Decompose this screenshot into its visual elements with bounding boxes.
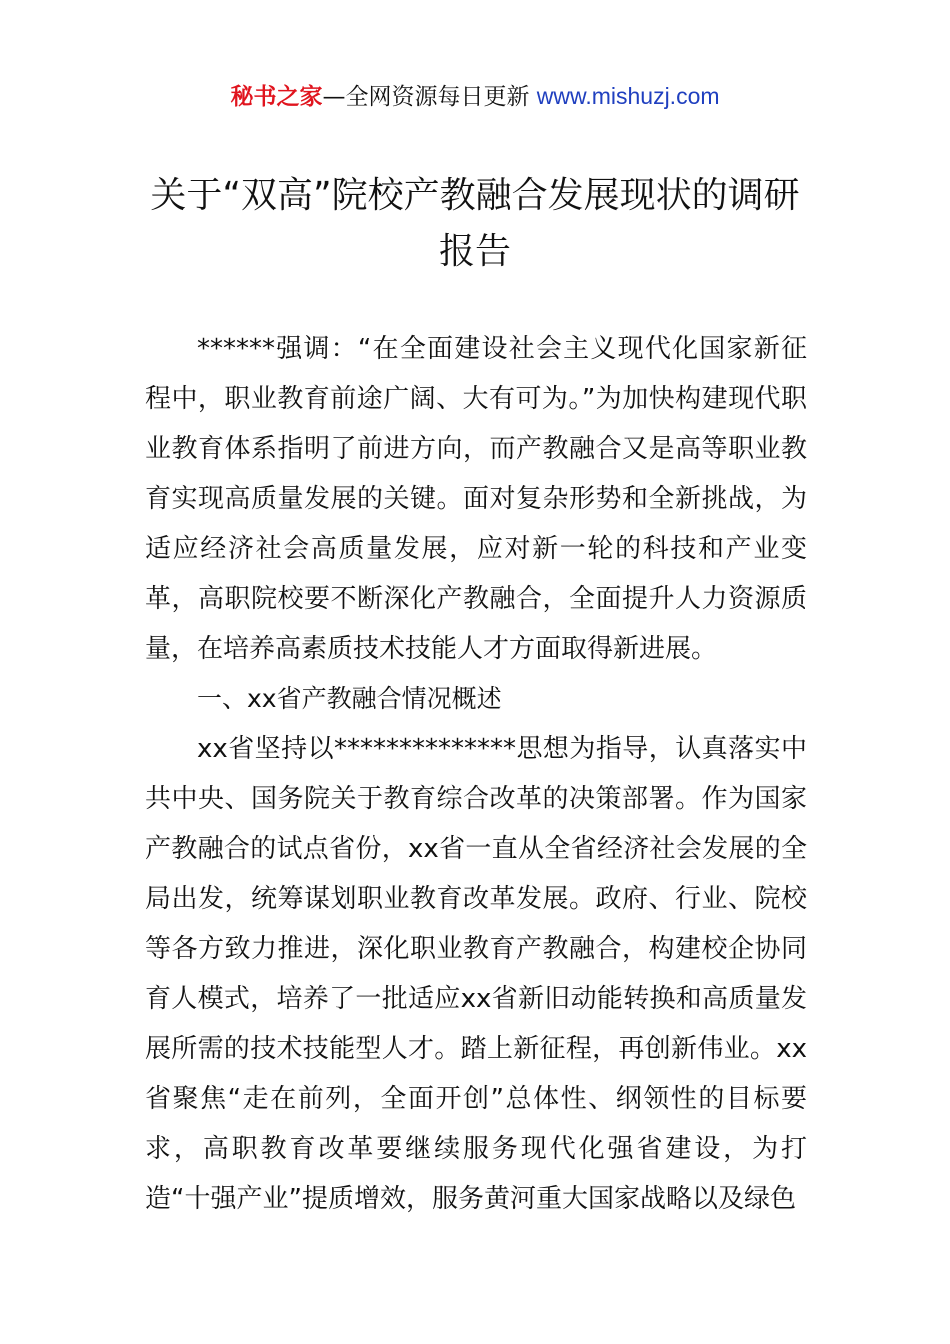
document-body [145,324,807,1224]
site-tagline: —全网资源每日更新 [322,84,537,110]
section-paragraph: xx省坚持以**************思想为指导，认真落实中共中央、国务院关于教育综合改革的决策部署。作为国家产教融合的试点省份，xx省一直从全省经济社会发展的全局出发，统筹谋划职业教育改革发展。政府、行业、院校等各方致力推进，深化职业教育产教融合，构建校企协同育人模式，培养了一批适应xx省新旧动能转换和高质量发展所需的技术技能型人才。踏上新征程，再创新伟业。xx省聚焦“走在前列，全面开创”总体性、纲领性的目标要求，高职教育改革要继续服务现代化强省建设，为打造“十强产业”提质增效，服务黄河重大国家战略以及绿色 [145,734,807,1214]
document-title: 关于“双高”院校产教融合发展现状的调研报告 [150,175,800,272]
site-header [0,80,950,113]
intro-paragraph: ******强调：“在全面建设社会主义现代化国家新征程中，职业教育前途广阔、大有可为。”为加快构建现代职业教育体系指明了前进方向，而产教融合又是高等职业教育实现高质量发展的关键。面对复杂形势和全新挑战，为适应经济社会高质量发展，应对新一轮的科技和产业变革，高职院校要不断深化产教融合，全面提升人力资源质量，在培养高素质技术技能人才方面取得新进展。 [145,334,807,664]
site-brand: 秘书之家 [230,84,323,110]
site-url-link[interactable]: www.mishuzj.com [536,83,720,109]
section-heading: 一、xx省产教融合情况概述 [197,684,502,713]
